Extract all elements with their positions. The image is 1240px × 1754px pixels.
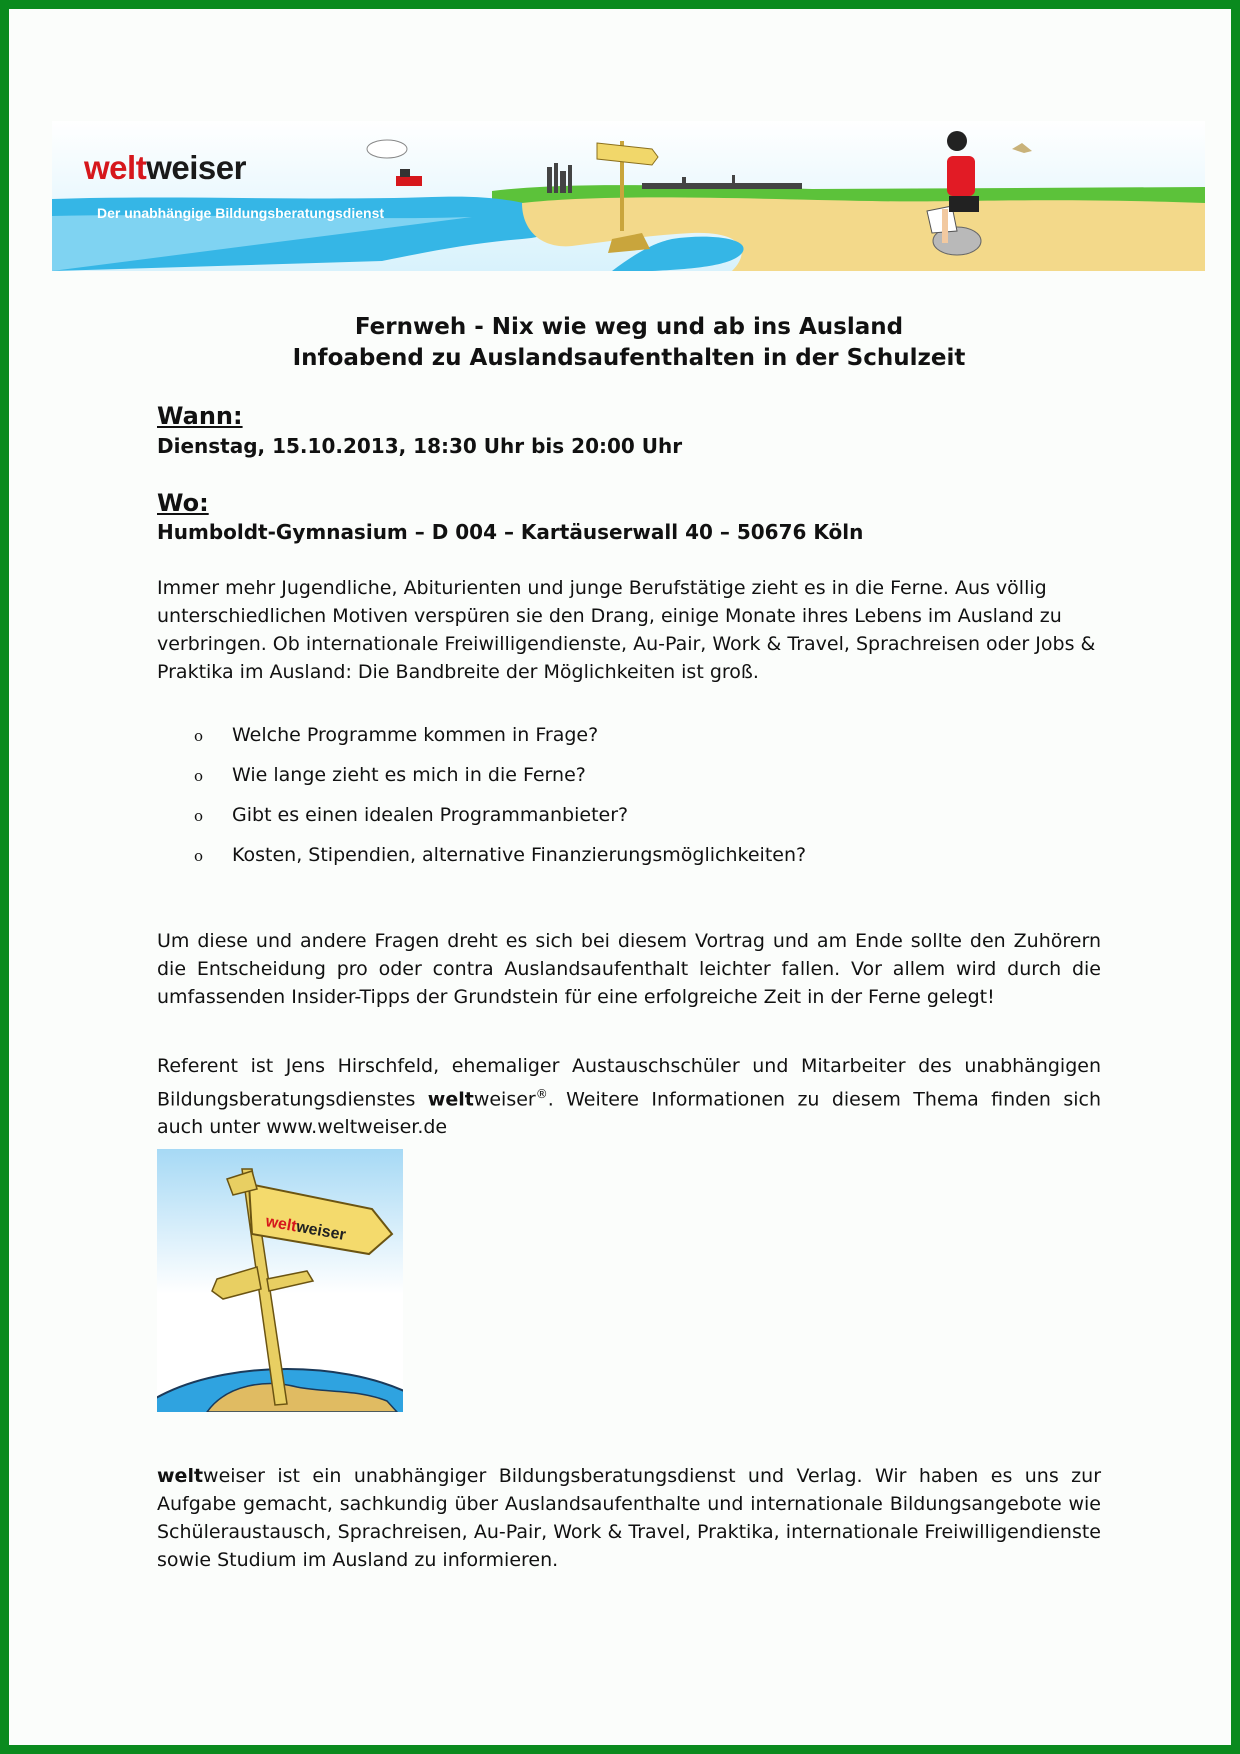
when-value: Dienstag, 15.10.2013, 18:30 Uhr bis 20:00 Uhr <box>157 434 683 458</box>
list-item <box>194 764 806 804</box>
where-value: Humboldt-Gymnasium – D 004 – Kartäuserwall 40 – 50676 Köln <box>157 520 864 544</box>
signpost-label: weltweiser <box>264 1213 347 1244</box>
brand-rest: weiser <box>473 1088 536 1111</box>
description-paragraph: Um diese und andere Fragen dreht es sich bei diesem Vortrag und am Ende sollte den Zuhörern die Entscheidung pro oder contra Auslandsaufenthalt leichter fallen. Vor allem wird durch die umfassenden Insider-Tipps der Grundstein für eine erfolgreiche Zeit in der Ferne gelegt! <box>157 930 1101 1008</box>
where-heading: Wo: <box>157 489 209 517</box>
intro-paragraph: Immer mehr Jugendliche, Abiturienten und junge Berufstätige zieht es in die Ferne. Aus völlig unterschiedlichen Motiven verspüren sie den Drang, einige Monate ihres Lebens im Ausland zu verbringen. Ob internationale Freiwilligendienste, Au-Pair, Work & Travel, Sprachreisen oder Jobs & Praktika im Ausland: Die Bandbreite der Möglichkeiten ist groß. <box>157 577 1096 683</box>
bullet-icon: o <box>194 727 204 745</box>
closing-paragraph <box>157 1462 1101 1574</box>
brand-logo-red: welt <box>84 149 147 186</box>
bullet-icon: o <box>194 847 204 865</box>
title-line-2: Infoabend zu Auslandsaufenthalten in der Schulzeit <box>292 345 966 371</box>
closing-text: weiser ist ein unabhängiger Bildungsberatungsdienst und Verlag. Wir haben es uns zur Aufgabe gemacht, sachkundig über Auslandsaufenthalte und internationale Bildungsangebote wie Schüleraustausch, Sprachreisen, Au-Pair, Work & Travel, Praktika, internationale Freiwilligendienste sowie Studium im Ausland zu informieren. <box>157 1465 1101 1571</box>
registered-mark: ® <box>535 1087 548 1101</box>
bullet-icon: o <box>194 807 204 825</box>
list-item <box>194 844 806 884</box>
question-text: Gibt es einen idealen Programmanbieter? <box>232 804 629 826</box>
signpost-image <box>157 1149 403 1412</box>
list-item <box>194 804 806 844</box>
header-banner <box>52 121 1205 271</box>
list-item <box>194 724 806 764</box>
when-heading: Wann: <box>157 402 243 430</box>
banner-illustration <box>52 121 1205 271</box>
question-text: Welche Programme kommen in Frage? <box>232 724 599 746</box>
speaker-paragraph <box>157 1052 1101 1141</box>
title-line-1: Fernweh - Nix wie weg und ab ins Ausland <box>354 314 904 340</box>
bullet-icon: o <box>194 767 204 785</box>
speaker-text: Referent ist Jens Hirschfeld, ehemaliger Austauschschüler und Mitarbeiter des unabhängigen Bildungsberatungsdienstes <box>157 1055 1101 1111</box>
brand-logo-black: weiser <box>146 149 246 186</box>
question-text: Wie lange zieht es mich in die Ferne? <box>232 764 586 786</box>
brand-bold: welt <box>427 1088 474 1111</box>
brand-tagline: Der unabhängige Bildungsberatungsdienst <box>97 205 385 221</box>
question-list <box>194 724 806 884</box>
speaker-text-after: . Weitere Informationen zu diesem Thema finden sich auch unter www.weltweiser.de <box>157 1088 1101 1139</box>
brand-logo <box>84 149 246 187</box>
question-text: Kosten, Stipendien, alternative Finanzierungsmöglichkeiten? <box>232 844 807 866</box>
brand-bold: welt <box>157 1465 204 1487</box>
